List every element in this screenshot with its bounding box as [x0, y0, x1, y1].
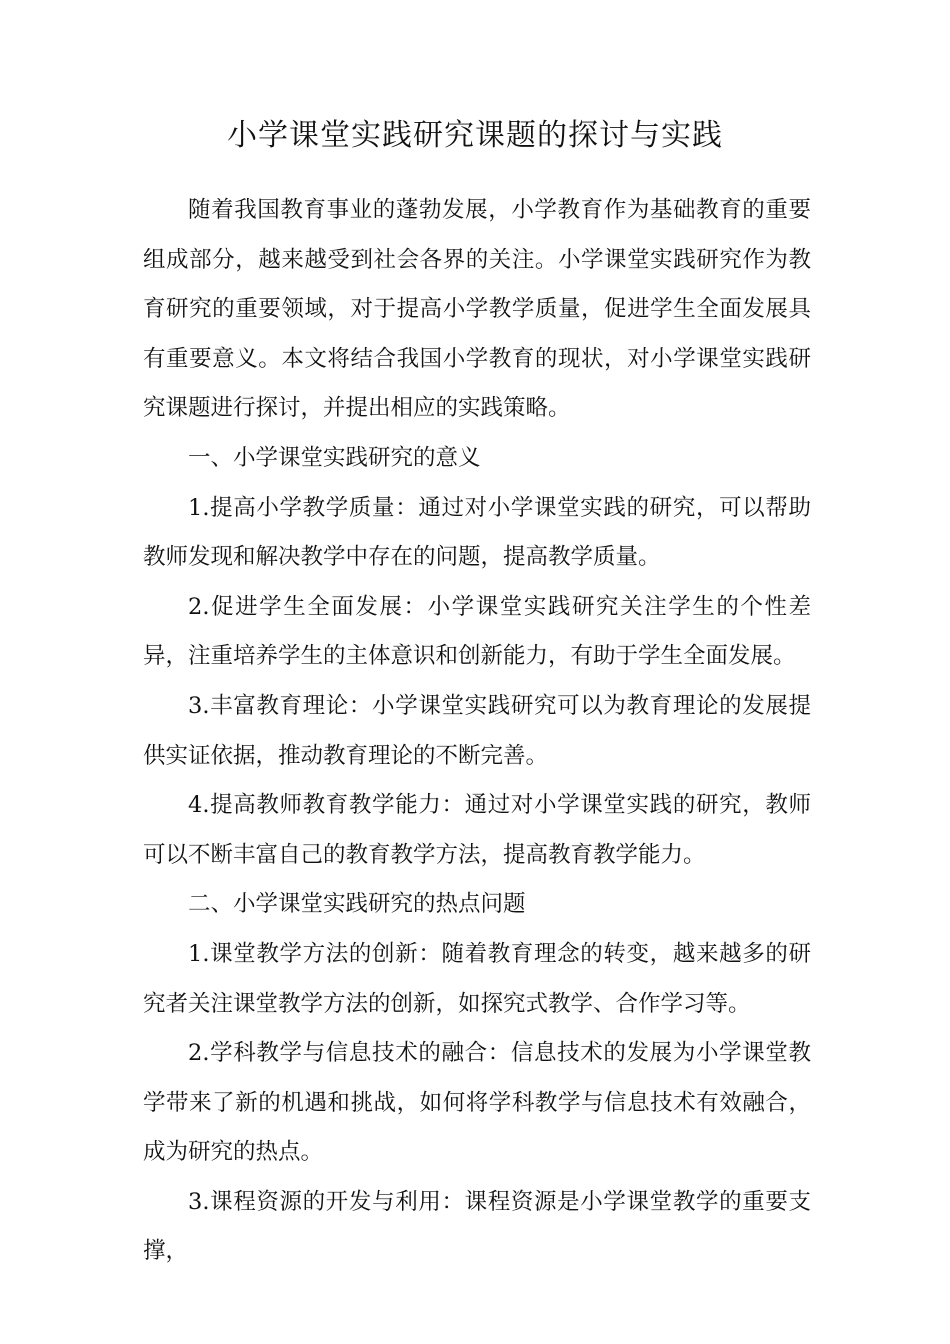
paragraph-intro: 随着我国教育事业的蓬勃发展，小学教育作为基础教育的重要组成部分，越来越受到社会各界的关注。小学课堂实践研究作为教育研究的重要领域，对于提高小学教学质量，促进学生全面发展具有重要意义。本文将结合我国小学教育的现状，对小学课堂实践研究课题进行探讨，并提出相应的实践策略。: [143, 197, 811, 422]
paragraph-item: 4.提高教师教育教学能力：通过对小学课堂实践的研究，教师可以不断丰富自己的教育教学方法，提高教育教学能力。: [143, 792, 811, 868]
paragraph-item: 1.课堂教学方法的创新：随着教育理念的转变，越来越多的研究者关注课堂教学方法的创新，如探究式教学、合作学习等。: [143, 940, 811, 1017]
paragraph-item: 1.提高小学教学质量：通过对小学课堂实践的研究，可以帮助教师发现和解决教学中存在的问题，提高教学质量。: [143, 494, 811, 571]
document-body: [143, 186, 811, 1277]
document-title: 小学课堂实践研究课题的探讨与实践: [227, 118, 723, 153]
paragraph-item: 3.课程资源的开发与利用：课程资源是小学课堂教学的重要支撑，: [143, 1188, 811, 1265]
paragraph-item: 2.学科教学与信息技术的融合：信息技术的发展为小学课堂教学带来了新的机遇和挑战，如何将学科教学与信息技术有效融合，成为研究的热点。: [143, 1040, 811, 1166]
section-heading-2: 二、小学课堂实践研究的热点问题: [188, 891, 526, 918]
paragraph-item: 2.促进学生全面发展：小学课堂实践研究关注学生的个性差异，注重培养学生的主体意识和创新能力，有助于学生全面发展。: [143, 593, 811, 670]
section-heading-1: 一、小学课堂实践研究的意义: [188, 444, 481, 471]
paragraph-item: 3.丰富教育理论：小学课堂实践研究可以为教育理论的发展提供实证依据，推动教育理论的不断完善。: [143, 692, 811, 769]
